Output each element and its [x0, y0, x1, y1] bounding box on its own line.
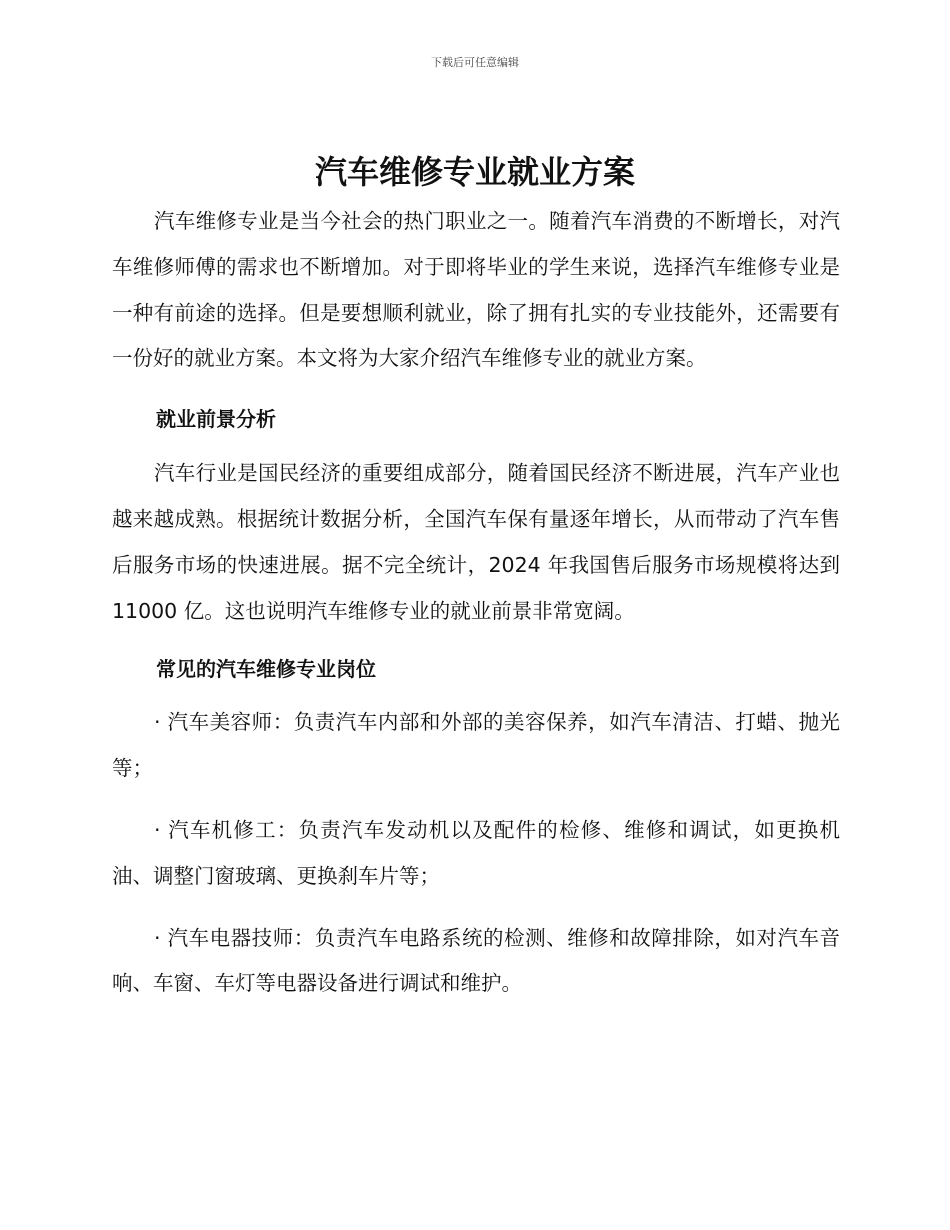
position-item-beautician: · 汽车美容师：负责汽车内部和外部的美容保养，如汽车清洁、打蜡、抛光等；	[112, 710, 840, 781]
position-item-mechanic: · 汽车机修工：负责汽车发动机以及配件的检修、维修和调试，如更换机油、调整门窗玻璃、更换刹车片等；	[112, 817, 840, 888]
section-heading-outlook: 就业前景分析	[156, 407, 276, 432]
outlook-paragraph: 汽车行业是国民经济的重要组成部分，随着国民经济不断进展，汽车产业也越来越成熟。根据统计数据分析，全国汽车保有量逐年增长，从而带动了汽车售后服务市场的快速进展。据不完全统计，2024 年我国售后服务市场规模将达到 11000 亿。这也说明汽车维修专业的就业前景非常宽阔。	[112, 461, 840, 623]
header-note: 下载后可任意编辑	[431, 56, 519, 69]
intro-paragraph: 汽车维修专业是当今社会的热门职业之一。随着汽车消费的不断增长，对汽车维修师傅的需求也不断增加。对于即将毕业的学生来说，选择汽车维修专业是一种有前途的选择。但是要想顺利就业，除了拥有扎实的专业技能外，还需要有一份好的就业方案。本文将为大家介绍汽车维修专业的就业方案。	[112, 209, 840, 371]
position-item-electrician: · 汽车电器技师：负责汽车电路系统的检测、维修和故障排除，如对汽车音响、车窗、车灯等电器设备进行调试和维护。	[112, 925, 840, 996]
document-body	[112, 199, 840, 1007]
section-heading-positions: 常见的汽车维修专业岗位	[156, 657, 376, 682]
page-title: 汽车维修专业就业方案	[314, 153, 635, 191]
